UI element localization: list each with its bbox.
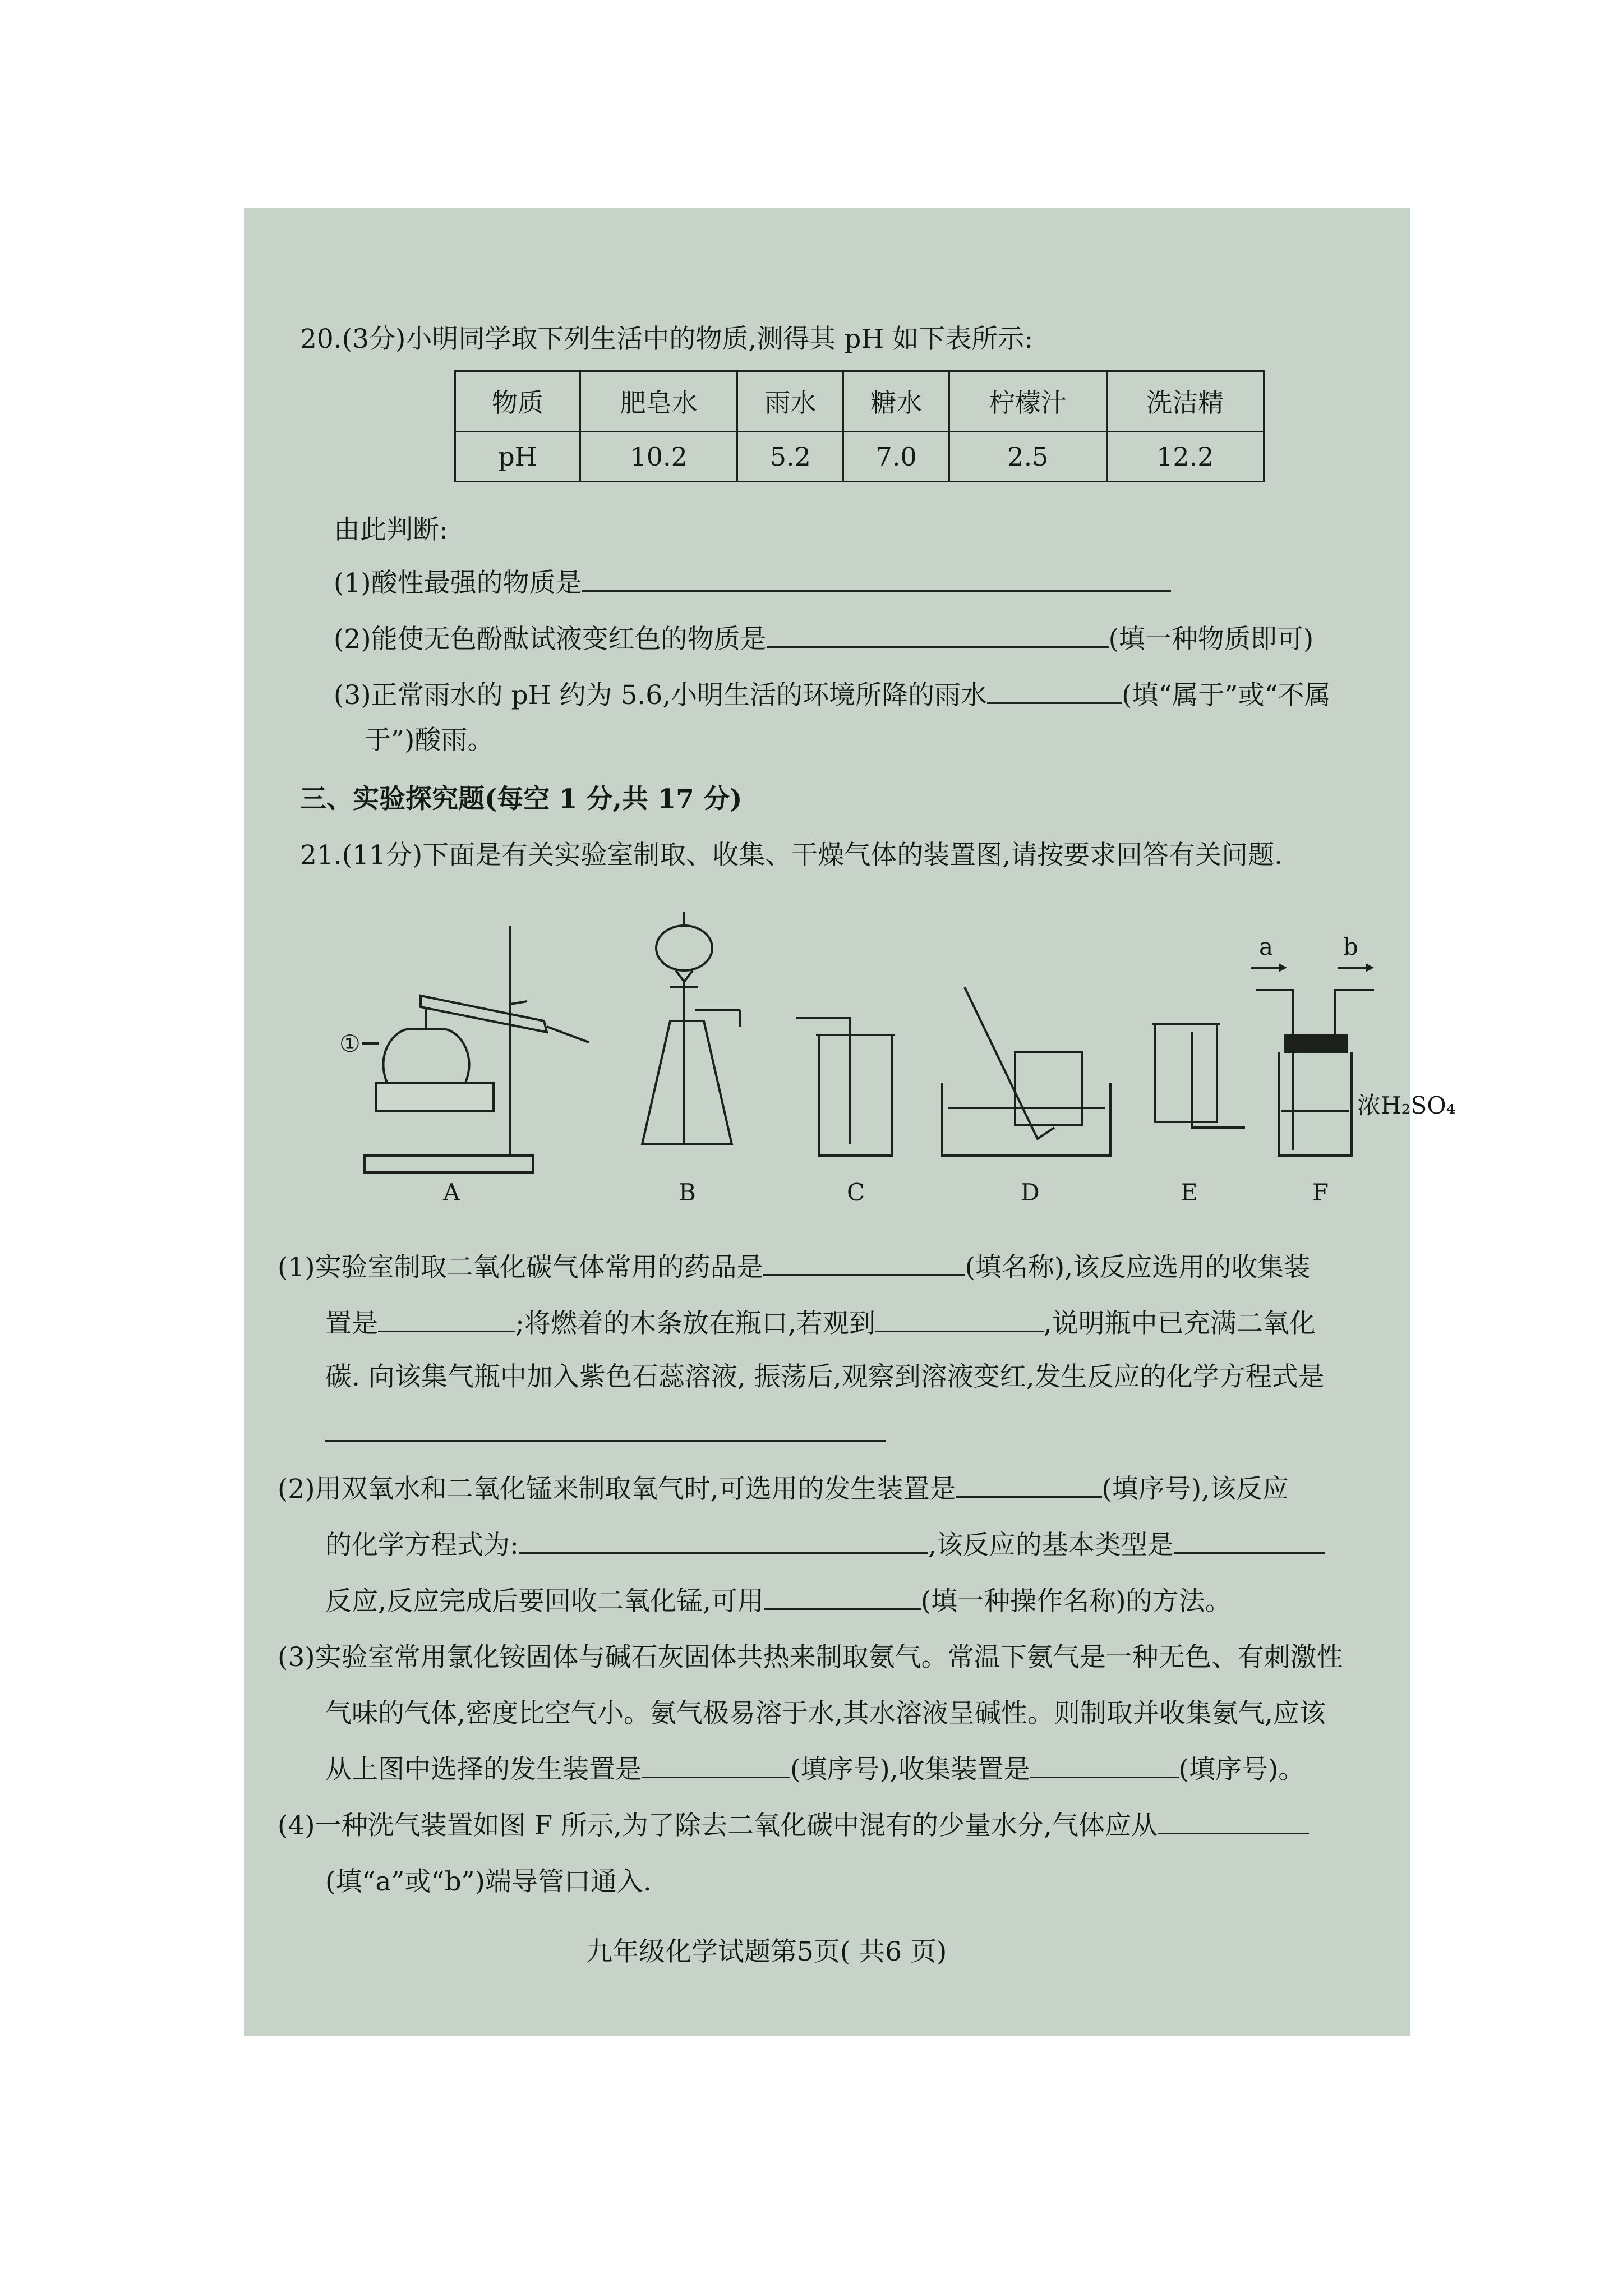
table-cell: 洗洁精: [1106, 371, 1264, 432]
table-header-cell: pH: [455, 431, 580, 481]
apparatus-b: [642, 912, 740, 1144]
q21-part3-line2: 气味的气体,密度比空气小。氨气极易溶于水,其水溶液呈碱性。则制取并收集氨气,应该: [325, 1698, 1326, 1729]
answer-blank[interactable]: [987, 680, 1122, 704]
q21-part4-line2: (填“a”或“b”)端导管口通入.: [325, 1866, 652, 1897]
table-cell: 10.2: [580, 431, 737, 481]
answer-blank[interactable]: [582, 568, 1171, 592]
q21-part1-line4: [325, 1416, 886, 1450]
q20-part2: (2)能使无色酚酞试液变红色的物质是 (填一种物质即可): [334, 624, 1314, 655]
table-cell: 2.5: [949, 431, 1106, 481]
table-cell: 12.2: [1106, 431, 1264, 481]
ph-table: [454, 370, 1265, 482]
answer-blank[interactable]: [767, 624, 1109, 648]
q21-part1-line3: 碳. 向该集气瓶中加入紫色石蕊溶液, 振荡后,观察到溶液变红,发生反应的化学方程式是: [325, 1361, 1325, 1392]
apparatus-label-d: D: [1021, 1179, 1040, 1206]
apparatus-d: [942, 987, 1110, 1156]
apparatus-c: [796, 1018, 895, 1156]
answer-blank[interactable]: [875, 1308, 1044, 1332]
q21-part2-line2: 的化学方程式为: ,该反应的基本类型是: [325, 1529, 1325, 1562]
apparatus-a: [362, 926, 589, 1172]
answer-blank[interactable]: [1158, 1810, 1309, 1834]
table-header-cell: 物质: [455, 371, 580, 432]
q21-part2-line1: (2)用双氧水和二氧化锰来制取氧气时,可选用的发生装置是 (填序号),该反应: [278, 1474, 1289, 1504]
apparatus-label-e: E: [1181, 1179, 1198, 1206]
table-cell: 柠檬汁: [949, 371, 1106, 432]
answer-blank[interactable]: [642, 1754, 790, 1778]
q20-stem: 20.(3分)小明同学取下列生活中的物质,测得其 pH 如下表所示:: [300, 324, 1034, 355]
q21-part1-line2: 置是 ;将燃着的木条放在瓶口,若观到 ,说明瓶中已充满二氧化: [325, 1308, 1316, 1339]
q21-part2-line3: 反应,反应完成后要回收二氧化锰,可用 (填一种操作名称)的方法。: [325, 1586, 1232, 1617]
page-footer: 九年级化学试题第5页( 共6 页): [586, 1936, 947, 1967]
table-cell: 糖水: [843, 371, 949, 432]
answer-blank[interactable]: [519, 1530, 928, 1554]
table-cell: 雨水: [737, 371, 843, 432]
arrow-b-label: b: [1343, 933, 1358, 960]
answer-blank[interactable]: [956, 1474, 1102, 1498]
apparatus-f: [1251, 968, 1374, 1156]
apparatus-label-a: A: [443, 1179, 460, 1206]
q21-part4-line1: (4)一种洗气装置如图 F 所示,为了除去二氧化碳中混有的少量水分,气体应从: [278, 1809, 1309, 1843]
exam-page: [244, 208, 1456, 2036]
reagent-label: 浓H₂SO₄: [1357, 1092, 1456, 1119]
table-cell: 5.2: [737, 431, 843, 481]
answer-blank[interactable]: [763, 1252, 965, 1276]
q20-part3-cont: 于”)酸雨。: [365, 725, 494, 756]
q21-part1-line1: (1)实验室制取二氧化碳气体常用的药品是 (填名称),该反应选用的收集装: [278, 1252, 1311, 1283]
q21-part3-line3: 从上图中选择的发生装置是 (填序号),收集装置是 (填序号)。: [325, 1754, 1305, 1785]
table-cell: 肥皂水: [580, 371, 737, 432]
q21-stem: 21.(11分)下面是有关实验室制取、收集、干燥气体的装置图,请按要求回答有关问题.: [300, 840, 1283, 871]
answer-blank[interactable]: [764, 1586, 921, 1610]
section-title: 三、实验探究题(每空 1 分,共 17 分): [300, 784, 743, 815]
apparatus-diagram: [325, 892, 1456, 1228]
q20-part3: (3)正常雨水的 pH 约为 5.6,小明生活的环境所降的雨水 (填“属于”或“不属: [334, 680, 1331, 711]
answer-blank[interactable]: [378, 1308, 515, 1332]
answer-blank[interactable]: [325, 1418, 886, 1442]
q20-part1: (1)酸性最强的物质是: [334, 567, 1171, 600]
apparatus-e: [1152, 1024, 1245, 1128]
answer-blank[interactable]: [1030, 1754, 1179, 1778]
apparatus-label-c: C: [847, 1179, 865, 1206]
answer-blank[interactable]: [1174, 1530, 1325, 1554]
apparatus-label-f: F: [1312, 1179, 1329, 1206]
table-row: [455, 371, 1264, 432]
marker-1: ①: [339, 1030, 361, 1057]
apparatus-label-b: B: [679, 1179, 696, 1206]
q20-judge: 由此判断:: [334, 514, 448, 545]
arrow-a-label: a: [1259, 933, 1274, 960]
table-cell: 7.0: [843, 431, 949, 481]
table-row: [455, 431, 1264, 481]
q21-part3-line1: (3)实验室常用氯化铵固体与碱石灰固体共热来制取氨气。常温下氨气是一种无色、有刺激性: [278, 1642, 1343, 1673]
